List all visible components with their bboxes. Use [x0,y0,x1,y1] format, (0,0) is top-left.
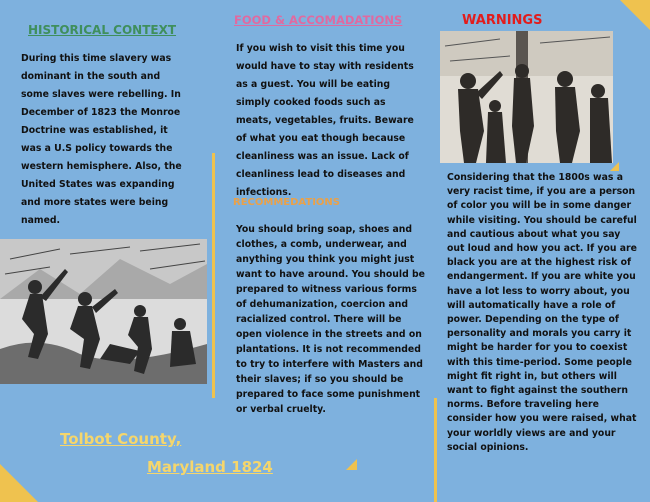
food-accommodations-text: If you wish to visit this time you would have to stay with residents as a guest. You will be eating simply cooked foods such as meats, vegetables, fruits. Beware of what you eat though because cleanliness was an issue. Lack of cleanliness lead to diseases and infections. [236,43,414,198]
whipping-post-engraving [440,31,613,163]
slave-revolt-engraving [0,239,207,384]
historical-context-text: During this time slavery was dominant in the south and some slaves were rebelling. In December of 1823 the Monroe Doctrine was established, it was a U.S policy towards the western hemisphere. Also, the United States was expanding and more states were being named. [21,53,182,226]
corner-decoration-top-right [620,0,650,30]
corner-decoration-bottom-left [0,464,38,502]
location-title: Tolbot County, [60,430,182,448]
location-year-title: Maryland 1824 [147,458,273,476]
historical-context-heading: HISTORICAL CONTEXT [28,23,177,37]
column-divider-line [434,398,437,502]
recommendations-text: You should bring soap, shoes and clothes, a comb, underwear, and anything you think you might just want to have around. You should be prepared to witness various forms of dehumanization, coercion and racialized control. There will be open violence in the streets and on plantations. It is not recommended to try to interfere with Masters and their slaves; if so you should be prepared to face some punishment or verbal cruelty. [236,224,425,415]
column-divider-line [212,153,215,398]
food-accommodations-heading: FOOD & ACCOMADATIONS [234,13,403,27]
warnings-heading: WARNINGS [462,13,543,28]
triangle-decoration [610,162,619,171]
warnings-text: Considering that the 1800s was a very racist time, if you are a person of color you will be in some danger while visiting. You should be careful and cautious about what you say out loud and how you act. If you are black you are at the highest risk of endangerment. If you are white you have a lot less to worry about, you will automatically have a role of power. Depending on the type of personality and morals you carry it might be harder for you to coexist with this time-period. Some people might fit right in, but others will want to fight against the southern norms. Before traveling here consider how you were raised, what your worldly views are and your social opinions. [447,172,637,453]
recommendations-heading: RECOMMEDATIONS [233,197,340,208]
triangle-decoration [346,459,357,470]
